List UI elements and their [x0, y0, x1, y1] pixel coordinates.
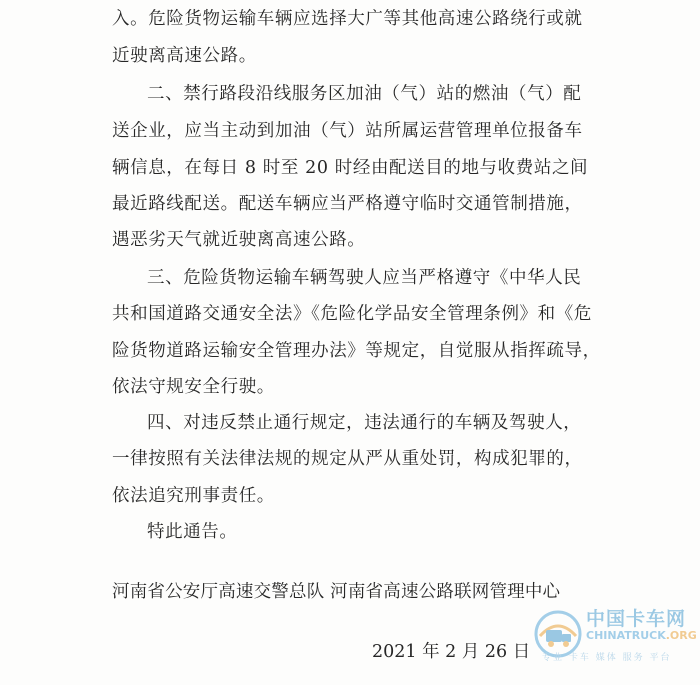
- closing-line: 特此通告。: [147, 522, 238, 542]
- site-watermark: [528, 596, 698, 674]
- paragraph-3-line-1: 三、危险货物运输车辆驾驶人应当严格遵守《中华人民: [147, 268, 582, 288]
- paragraph-4-line-3: 依法追究刑事责任。: [112, 486, 275, 506]
- paragraph-4-line-2: 一律按照有关法律法规的规定从严从重处罚，构成犯罪的，: [112, 449, 583, 469]
- watermark-subtitle-suffix: .ORG: [665, 629, 697, 642]
- paragraph-3-line-2: 共和国道路交通安全法》《危险化学品安全管理条例》和《危: [112, 304, 592, 324]
- watermark-tagline: 专业 卡车 媒体 服务 平台: [542, 653, 672, 663]
- paragraph-2-line-2: 送企业，应当主动到加油（气）站所属运营管理单位报备车: [112, 121, 583, 141]
- issuing-authorities: 河南省公安厅高速交警总队 河南省高速公路联网管理中心: [112, 582, 561, 602]
- watermark-subtitle: [586, 629, 697, 642]
- paragraph-2-line-3: 辆信息，在每日 8 时至 20 时经由配送目的地与收费站之间: [112, 158, 589, 178]
- paragraph-1-line-1: 入。危险货物运输车辆应选择大广等其他高速公路绕行或就: [112, 9, 583, 29]
- paragraph-1-line-2: 近驶离高速公路。: [112, 46, 257, 66]
- watermark-title: 中国卡车网: [586, 608, 687, 630]
- paragraph-3-line-3: 险货物道路运输安全管理办法》等规定，自觉服从指挥疏导，: [112, 341, 601, 361]
- paragraph-2-line-5: 遇恶劣天气就近驶离高速公路。: [112, 230, 366, 250]
- issue-date: 2021 年 2 月 26 日: [372, 642, 531, 662]
- paragraph-4-line-1: 四、对违反禁止通行规定，违法通行的车辆及驾驶人，: [147, 413, 582, 433]
- paragraph-2-line-1: 二、禁行路段沿线服务区加油（气）站的燃油（气）配: [147, 84, 582, 104]
- watermark-subtitle-main: CHINATRUCK: [586, 629, 666, 642]
- paragraph-3-line-4: 依法守规安全行驶。: [112, 377, 275, 397]
- paragraph-2-line-4: 最近路线配送。配送车辆应当严格遵守临时交通管制措施，: [112, 194, 583, 214]
